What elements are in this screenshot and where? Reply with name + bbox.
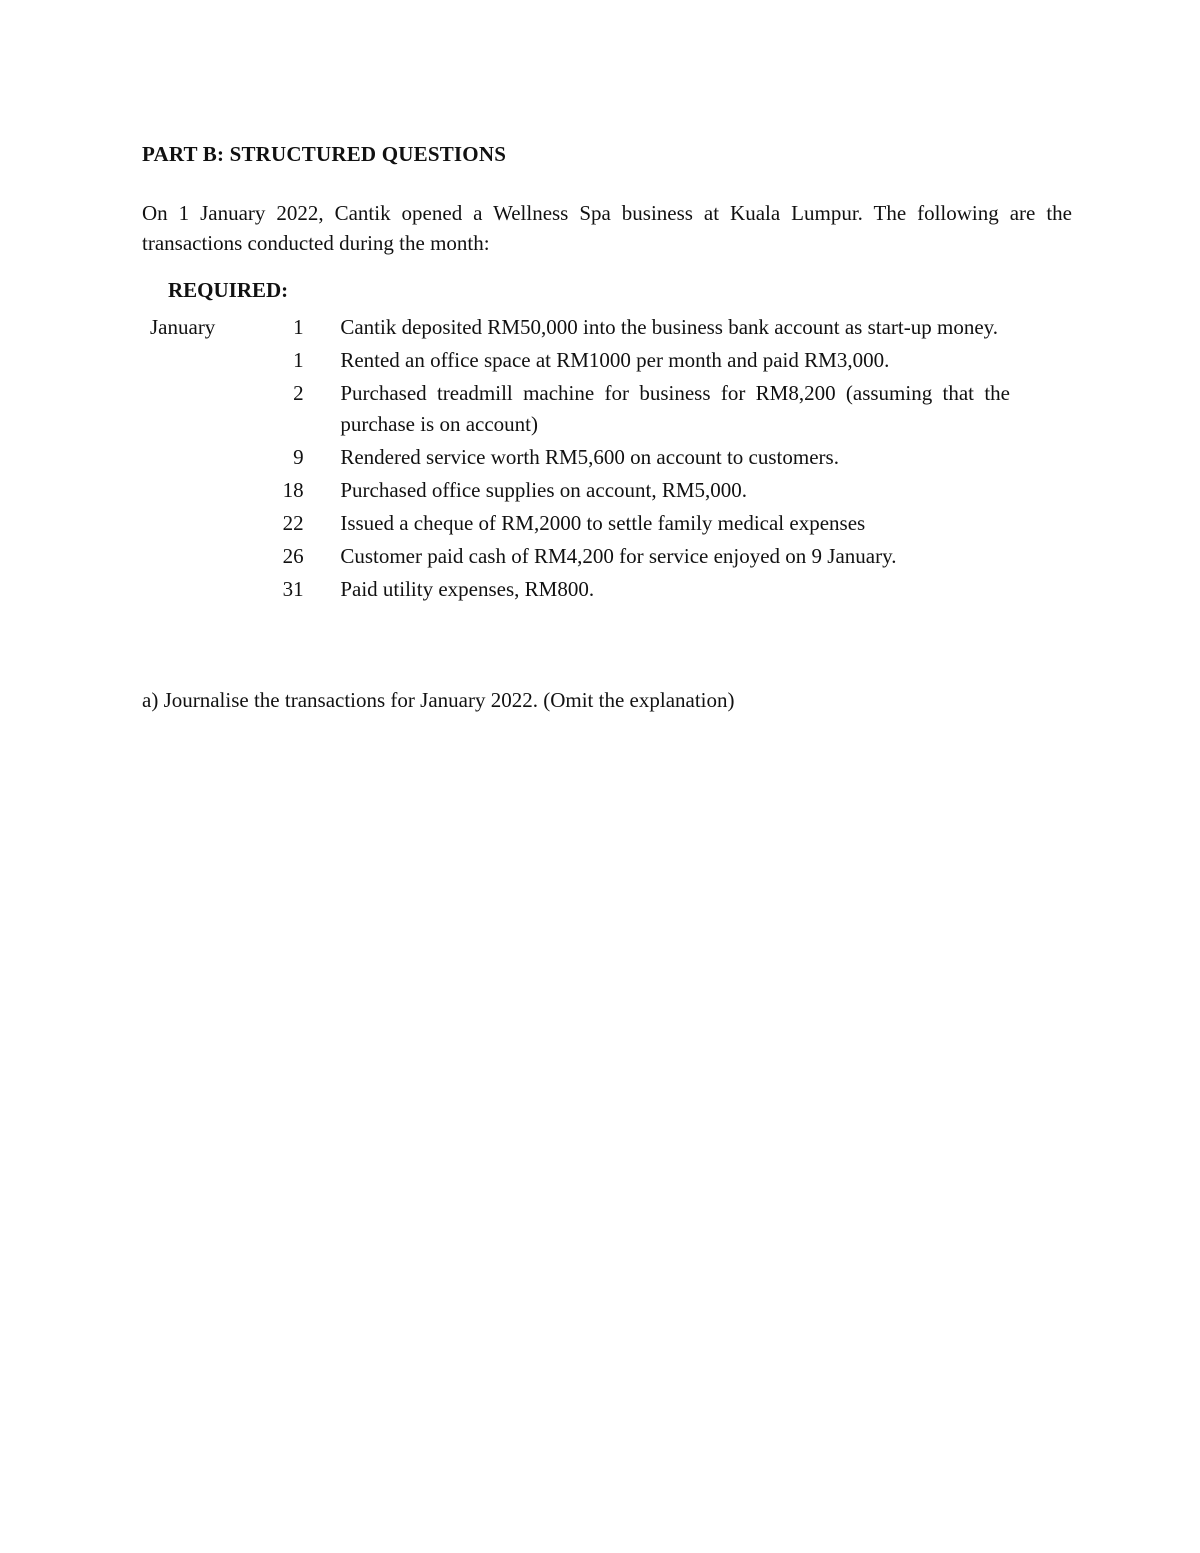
transaction-description: Purchased treadmill machine for business for RM8,200 (assuming that the purchase is on account) [340,381,1010,436]
section-heading: PART B: STRUCTURED QUESTIONS [142,142,507,166]
transaction-day: 1 [293,348,304,372]
transaction-description: Purchased office supplies on account, RM5,000. [340,478,748,502]
column-spacer [304,345,341,378]
transaction-month [150,541,235,574]
transaction-day: 26 [282,544,304,568]
transaction-description: Paid utility expenses, RM800. [340,577,595,601]
transaction-row [150,574,1010,607]
transaction-row [150,475,1010,508]
intro-paragraph: On 1 January 2022, Cantik opened a Wellness Spa business at Kuala Lumpur. The following are the transactions conducted during the month: [142,201,1072,255]
transaction-row [150,378,1010,442]
transaction-row [150,541,1010,574]
transaction-month [150,442,235,475]
transaction-day: 31 [282,577,304,601]
question-a: a) Journalise the transactions for January 2022. (Omit the explanation) [142,688,735,712]
required-label: REQUIRED: [168,278,289,302]
column-spacer [304,508,341,541]
transaction-description: Rendered service worth RM5,600 on account to customers. [340,445,839,469]
transaction-day: 22 [282,511,304,535]
transaction-month: January [150,315,216,339]
transaction-row [150,508,1010,541]
transaction-month [150,508,235,541]
transaction-month [150,345,235,378]
transaction-day: 2 [293,381,304,405]
transaction-month [150,574,235,607]
transaction-day: 1 [293,315,304,339]
column-spacer [304,312,341,345]
transaction-row [150,442,1010,475]
column-spacer [304,574,341,607]
transaction-row [150,345,1010,378]
transactions-table [150,312,1010,607]
column-spacer [304,442,341,475]
transaction-description: Cantik deposited RM50,000 into the business bank account as start-up money. [340,315,999,339]
transaction-description: Rented an office space at RM1000 per month and paid RM3,000. [340,348,890,372]
column-spacer [304,541,341,574]
transaction-description: Issued a cheque of RM,2000 to settle family medical expenses [340,511,866,535]
transaction-month [150,475,235,508]
transaction-row [150,312,1010,345]
transaction-description: Customer paid cash of RM4,200 for service enjoyed on 9 January. [340,544,897,568]
transaction-day: 18 [282,478,304,502]
column-spacer [304,378,341,442]
transaction-month [150,378,235,442]
column-spacer [304,475,341,508]
transaction-day: 9 [293,445,304,469]
